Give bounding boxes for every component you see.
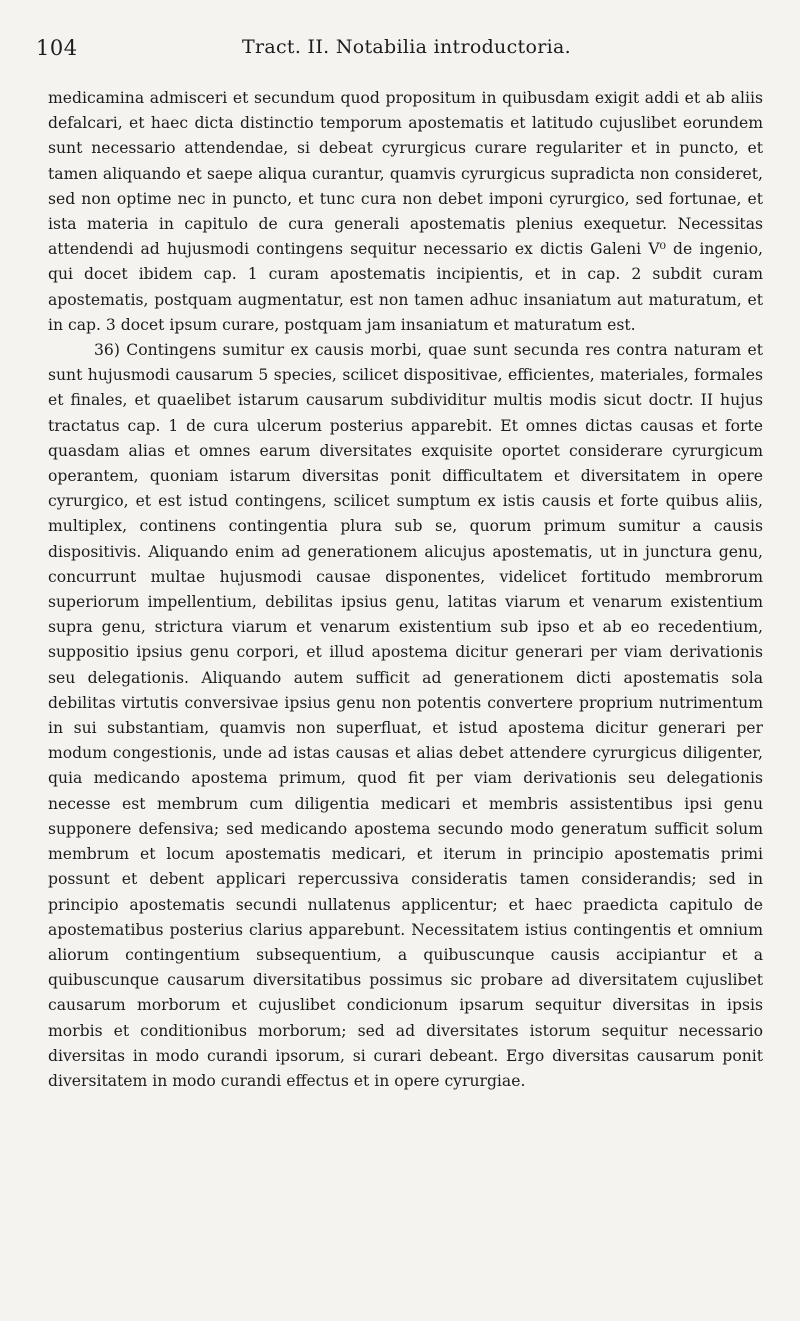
body-text [48, 86, 763, 1094]
page-number: 104 [36, 36, 78, 60]
paragraph-36: 36) Contingens sumitur ex causis morbi, quae sunt secunda res contra naturam et sunt hujusmodi causarum 5 species, scilicet dispositivae, efficientes, materiales, formales et finales, et quaelibet istarum causarum subdividitur multis modis sicut doctr. II hujus tractatus cap. 1 de cura ulcerum posterius apparebit. Et omnes dictas causas et forte quasdam alias et omnes earum diversitates exquisite oportet considerare cyrurgicum operantem, quoniam istarum diversitas ponit difficultatem et diversitatem in opere cyrurgico, et est istud contingens, scilicet sumptum ex istis causis et forte quibus aliis, multiplex, continens contingentia plura sub se, quorum primum sumitur a causis dispositivis. Aliquando enim ad generationem alicujus apostematis, ut in junctura genu, concurrunt multae hujusmodi causae disponentes, videlicet fortitudo membrorum superiorum impellentium, debilitas ipsius genu, latitas viarum et venarum existentium supra genu, strictura viarum et venarum existentium sub ipso et ab eo recedentium, suppositio ipsius genu corpori, et illud apostema dicitur generari per viam derivationis seu delegationis. Aliquando autem sufficit ad generationem dicti apostematis sola debilitas virtutis conversivae ipsius genu non potentis convertere proprium nutrimentum in sui substantiam, quamvis non superfluat, et istud apostema dicitur generari per modum congestionis, unde ad istas causas et alias debet attendere cyrurgicus diligenter, quia medicando apostema primum, quod fit per viam derivationis seu delegationis necesse est membrum cum diligentia medicari et membris assistentibus ipsi genu supponere defensiva; sed medicando apostema secundo modo generatum sufficit solum membrum et locum apostematis medicari, et iterum in principio apostematis primi possunt et debent applicari repercussiva consideratis tamen considerandis; sed in principio apostematis secundi nullatenus applicentur; et haec praedicta capitulo de apostematibus posterius clarius apparebunt. Necessitatem istius contingentis et omnium aliorum contingentium subsequentium, a quibuscunque causis accipiantur et a quibuscunque causarum diversitatibus possimus sic probare ad diversitatem cujuslibet causarum morborum et cujuslibet condicionum ipsarum sequitur diversitas in ipsis morbis et conditionibus morborum; sed ad diversitates istorum sequitur necessario diversitas in modo curandi ipsorum, si curari debeant. Ergo diversitas causarum ponit diversitatem in modo curandi effectus et in opere cyrurgiae. [48, 341, 763, 1090]
running-head [36, 36, 756, 66]
running-title: Tract. II. Notabilia introductoria. [242, 36, 571, 58]
paragraph-continuation: medicamina admisceri et secundum quod propositum in quibusdam exigit addi et ab aliis defalcari, et haec dicta distinctio temporum apostematis et latitudo cujuslibet eorundem sunt necessario attendendae, si debeat cyrurgicus curare regulariter et in puncto, et tamen aliquando et saepe aliqua curantur, quamvis cyrurgicus supradicta non consideret, sed non optime nec in puncto, et tunc cura non debet imponi cyrurgico, sed fortunae, et ista materia in capitulo de cura generali apostematis plenius exequetur. Necessitas attendendi ad hujusmodi contingens sequitur necessario ex dictis Galeni V⁰ de ingenio, qui docet ibidem cap. 1 curam apostematis incipientis, et in cap. 2 subdit curam apostematis, postquam augmentatur, est non tamen adhuc insaniatum aut maturatum, et in cap. 3 docet ipsum curare, postquam jam insaniatum et maturatum est. [48, 89, 763, 334]
